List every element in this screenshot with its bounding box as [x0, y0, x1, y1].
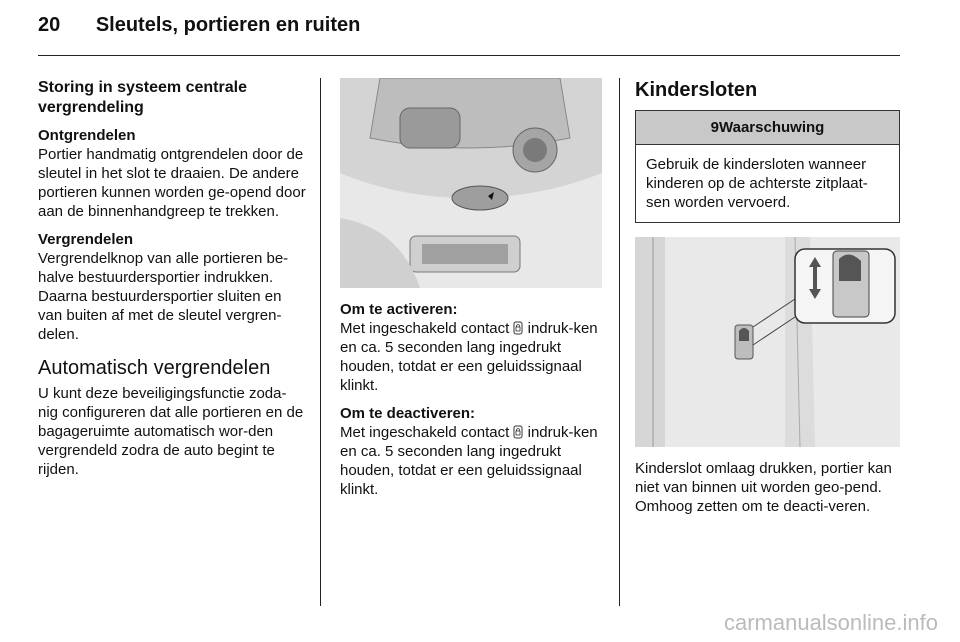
lock-button-icon	[513, 425, 523, 439]
page-number: 20	[38, 14, 61, 36]
header-rule	[38, 55, 900, 56]
section-heading-auto-lock: Automatisch vergrendelen	[38, 357, 271, 379]
section-heading-child-locks: Kindersloten	[635, 79, 758, 101]
activate-text-start: Met ingeschakeld contact	[340, 320, 510, 337]
section-heading-central-locking: Storing in systeem centrale vergrendeling	[38, 79, 247, 116]
middle-column	[340, 78, 602, 508]
roof-console-drawing	[340, 78, 602, 288]
warning-box	[635, 110, 900, 223]
subheading-deactivate: Om te deactiveren:	[340, 405, 476, 422]
paragraph-auto-lock: U kunt deze beveiligingsfunctie zoda-nig configureren dat alle portieren en de bagageruimte automatisch wor-den vergrendeld zodra de auto begint te rijden.	[38, 385, 304, 478]
page-title: Sleutels, portieren en ruiten	[95, 14, 361, 36]
deactivate-text-start: Met ingeschakeld contact	[340, 424, 510, 441]
page-header	[38, 14, 360, 37]
column-divider-1	[320, 78, 321, 606]
illustration-child-lock	[635, 237, 900, 447]
paragraph-child-lock: Kinderslot omlaag drukken, portier kan niet van binnen uit worden geo-pend. Omhoog zetten om te deacti-veren.	[635, 460, 892, 515]
watermark: carmanualsonline.info	[723, 610, 938, 635]
paragraph-lock: Vergrendelknop van alle portieren be-halve bestuurdersportier indrukken. Daarna bestuurdersportier sluiten en van buiten af met de sleutel vergren-delen.	[38, 250, 289, 343]
warning-text: Gebruik de kindersloten wanneer kinderen op de achterste zitplaat-sen worden vervoerd.	[646, 156, 868, 211]
activate-text-end: indruk-ken en ca. 5 seconden lang ingedrukt houden, totdat er een geluidssignaal klinkt.	[340, 320, 598, 394]
lock-button-icon	[513, 321, 523, 335]
warning-title: Waarschuwing	[719, 119, 825, 136]
warning-triangle-icon: 9	[710, 119, 720, 136]
subheading-activate: Om te activeren:	[340, 301, 458, 318]
child-lock-drawing	[635, 237, 900, 447]
warning-header	[636, 111, 899, 145]
subheading-lock: Vergrendelen	[38, 231, 134, 248]
subheading-unlock: Ontgrendelen	[38, 127, 136, 144]
illustration-roof-console	[340, 78, 602, 288]
paragraph-unlock: Portier handmatig ontgrendelen door de sleutel in het slot te draaien. De andere portieren kunnen worden ge-opend door aan de binnenhandgreep te trekken.	[38, 146, 306, 220]
deactivate-text-end: indruk-ken en ca. 5 seconden lang ingedrukt houden, totdat er een geluidssignaal klinkt.	[340, 424, 598, 498]
right-column	[635, 78, 900, 525]
left-column	[38, 78, 306, 488]
column-divider-2	[619, 78, 620, 606]
